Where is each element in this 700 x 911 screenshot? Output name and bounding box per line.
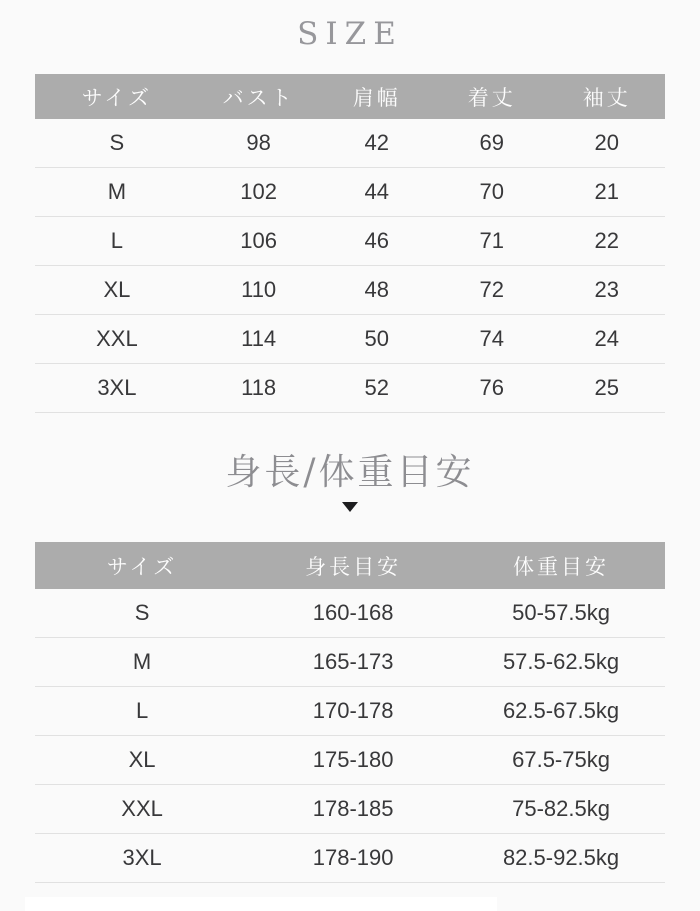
- table-cell: 71: [435, 217, 548, 266]
- table-cell: 165-173: [249, 638, 457, 687]
- table-cell: 82.5-92.5kg: [457, 834, 665, 883]
- header-row: [35, 542, 665, 589]
- table-cell: 118: [199, 364, 319, 413]
- table-cell: 21: [548, 168, 665, 217]
- column-header: 体重目安: [457, 542, 665, 589]
- table-cell: 42: [318, 119, 435, 168]
- column-header: 着丈: [435, 74, 548, 119]
- table-cell: XXL: [35, 785, 249, 834]
- table-cell: 74: [435, 315, 548, 364]
- table-row: [35, 638, 665, 687]
- table-cell: L: [35, 687, 249, 736]
- table-cell: 67.5-75kg: [457, 736, 665, 785]
- table-row: [35, 834, 665, 883]
- table-cell: 106: [199, 217, 319, 266]
- table-cell: XL: [35, 736, 249, 785]
- table-cell: XXL: [35, 315, 199, 364]
- table-cell: 75-82.5kg: [457, 785, 665, 834]
- table-row: [35, 736, 665, 785]
- table-cell: L: [35, 217, 199, 266]
- table-cell: 22: [548, 217, 665, 266]
- table-row: [35, 266, 665, 315]
- table-cell: 178-190: [249, 834, 457, 883]
- table-row: [35, 119, 665, 168]
- table-cell: 160-168: [249, 589, 457, 638]
- header-row: [35, 74, 665, 119]
- table-cell: 3XL: [35, 834, 249, 883]
- table-cell: 3XL: [35, 364, 199, 413]
- table-row: [35, 315, 665, 364]
- column-header: 肩幅: [318, 74, 435, 119]
- next-section-strip: [25, 897, 497, 911]
- size-measurements-table: [35, 74, 665, 413]
- table-cell: 76: [435, 364, 548, 413]
- table-cell: 44: [318, 168, 435, 217]
- table-row: [35, 168, 665, 217]
- table-cell: S: [35, 119, 199, 168]
- table-cell: 48: [318, 266, 435, 315]
- table-cell: 170-178: [249, 687, 457, 736]
- section-title: 身長/体重目安: [225, 452, 475, 493]
- table-cell: M: [35, 168, 199, 217]
- table-row: [35, 687, 665, 736]
- table-cell: 50: [318, 315, 435, 364]
- table-cell: 24: [548, 315, 665, 364]
- table-cell: S: [35, 589, 249, 638]
- table-cell: 46: [318, 217, 435, 266]
- table-cell: 23: [548, 266, 665, 315]
- table-cell: 70: [435, 168, 548, 217]
- table-cell: 98: [199, 119, 319, 168]
- table-cell: M: [35, 638, 249, 687]
- column-header: 袖丈: [548, 74, 665, 119]
- page-title: SIZE: [297, 16, 403, 52]
- table-cell: 69: [435, 119, 548, 168]
- table-cell: 114: [199, 315, 319, 364]
- column-header: サイズ: [35, 542, 249, 589]
- column-header: サイズ: [35, 74, 199, 119]
- table-cell: 50-57.5kg: [457, 589, 665, 638]
- column-header: バスト: [199, 74, 319, 119]
- table-cell: 178-185: [249, 785, 457, 834]
- table-row: [35, 589, 665, 638]
- table-cell: 72: [435, 266, 548, 315]
- table-row: [35, 785, 665, 834]
- table-cell: XL: [35, 266, 199, 315]
- column-header: 身長目安: [249, 542, 457, 589]
- table-row: [35, 364, 665, 413]
- table-row: [35, 217, 665, 266]
- table-cell: 25: [548, 364, 665, 413]
- table-cell: 62.5-67.5kg: [457, 687, 665, 736]
- table-cell: 57.5-62.5kg: [457, 638, 665, 687]
- table-cell: 52: [318, 364, 435, 413]
- table-cell: 102: [199, 168, 319, 217]
- table-cell: 20: [548, 119, 665, 168]
- height-weight-table: [35, 542, 665, 883]
- table-cell: 175-180: [249, 736, 457, 785]
- table-cell: 110: [199, 266, 319, 315]
- down-triangle-icon: [342, 502, 358, 512]
